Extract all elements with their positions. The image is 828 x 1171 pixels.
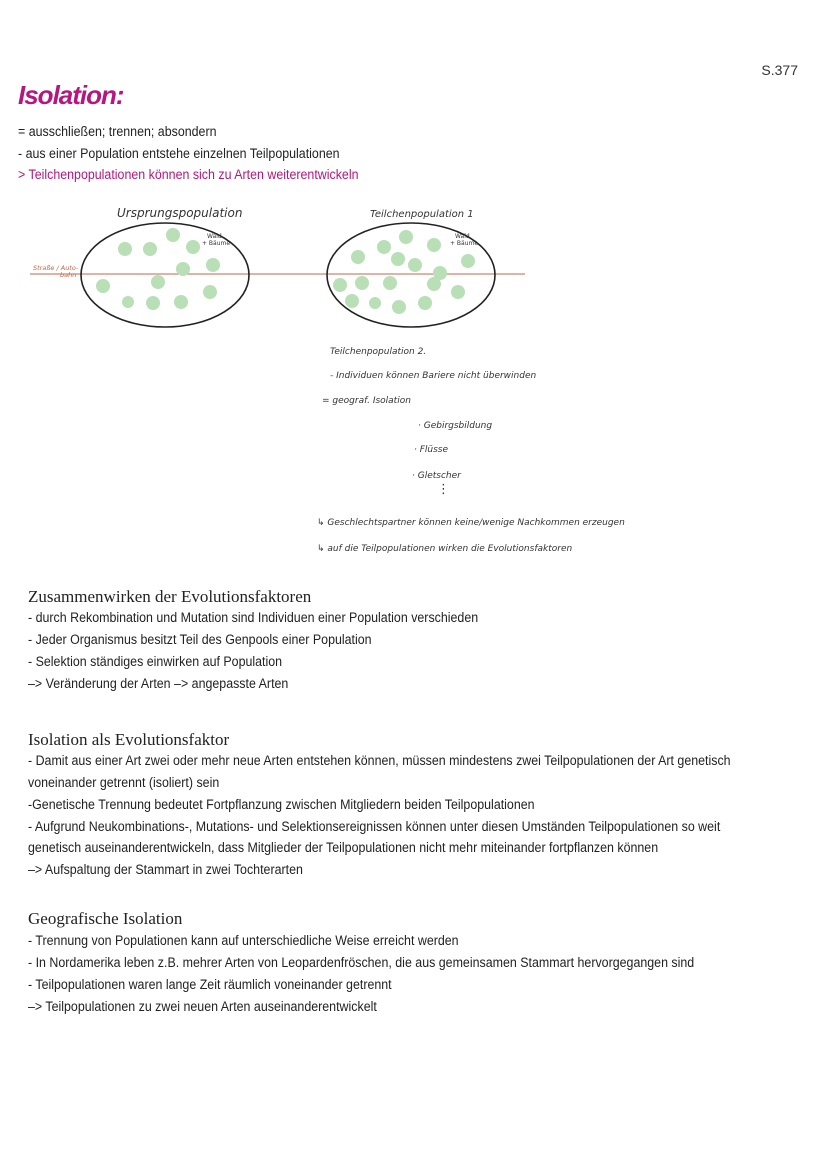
individual-dot [203, 285, 217, 299]
note-ellipsis: ⋮ [437, 482, 450, 497]
individual-dot [174, 295, 188, 309]
individual-dot [206, 258, 220, 272]
intro-line: - aus einer Population entstehe einzelnen Teilpopulationen [18, 146, 340, 161]
note-barrier: - Individuen können Bariere nicht überwinden [330, 371, 537, 381]
individual-dot [418, 296, 432, 310]
page-title: Isolation: [18, 80, 124, 110]
individual-dot [118, 242, 132, 256]
intro-line: = ausschließen; trennen; absondern [18, 124, 217, 139]
subpopulation-label: Teilchenpopulation 1 [370, 209, 474, 220]
individual-dot [392, 300, 406, 314]
page-number: S.377 [761, 62, 798, 78]
individual-dot [186, 240, 200, 254]
individual-dot [351, 250, 365, 264]
individual-dot [143, 242, 157, 256]
population-diagram [0, 195, 600, 335]
section-title: Zusammenwirken der Evolutionsfaktoren [28, 587, 312, 606]
individual-dot [408, 258, 422, 272]
section-line: - In Nordamerika leben z.B. mehrer Arten von Leopardenfröschen, die aus gemeinsamen Stammart hervorgegangen sind [28, 955, 695, 970]
section-line: genetisch auseinanderentwickeln, dass Mitglieder der Teilpopulationen nicht mehr miteinander fortpflanzen können [28, 840, 659, 855]
origin-population-label: Ursprungspopulation [117, 206, 243, 220]
note-arrow-partners: ↳ Geschlechtspartner können keine/wenige Nachkommen erzeugen [317, 518, 625, 528]
origin-population-ellipse [81, 223, 249, 327]
note-item: · Flüsse [414, 445, 449, 455]
individual-dot [427, 238, 441, 252]
section-line: - durch Rekombination und Mutation sind Individuen einer Population verschieden [28, 610, 479, 625]
section-line: - Jeder Organismus besitzt Teil des Genpools einer Population [28, 632, 372, 647]
section-line: voneinander getrennt (isoliert) sein [28, 775, 220, 790]
trees-label: Wald [455, 233, 470, 240]
section-line: - Teilpopulationen waren lange Zeit räumlich voneinander getrennt [28, 977, 392, 992]
individual-dot [122, 296, 134, 308]
individual-dot [461, 254, 475, 268]
section-title: Geografische Isolation [28, 909, 183, 928]
individual-dot [166, 228, 180, 242]
individual-dot [176, 262, 190, 276]
note-subpopulation-2: Teilchenpopulation 2. [330, 347, 427, 357]
trees-label: Wald [207, 233, 222, 240]
individual-dot [355, 276, 369, 290]
section-line: - Selektion ständiges einwirken auf Population [28, 654, 283, 669]
section-line: - Aufgrund Neukombinations-, Mutations- und Selektionsereignissen können unter diesen Umständen Teilpopulationen so weit [28, 819, 721, 834]
note-item: · Gletscher [412, 471, 461, 481]
intro-highlight: > Teilchenpopulationen können sich zu Arten weiterentwickeln [18, 167, 359, 182]
individual-dot [369, 297, 381, 309]
note-item: · Gebirgsbildung [418, 421, 493, 431]
individual-dot [451, 285, 465, 299]
individual-dot [377, 240, 391, 254]
trees-label: + Bäume [450, 240, 479, 247]
section-line: -Genetische Trennung bedeutet Fortpflanzung zwischen Mitgliedern beiden Teilpopulationen [28, 797, 535, 812]
note-geographic-isolation: = geograf. Isolation [322, 396, 411, 406]
section-line: –> Teilpopulationen zu zwei neuen Arten auseinanderentwickelt [28, 999, 377, 1014]
section-line: - Damit aus einer Art zwei oder mehr neue Arten entstehen können, müssen mindestens zwei Teilpopulationen der Art genetisch [28, 753, 731, 768]
individual-dot [427, 277, 441, 291]
individual-dot [345, 294, 359, 308]
individual-dot [333, 278, 347, 292]
section-line: - Trennung von Populationen kann auf unterschiedliche Weise erreicht werden [28, 933, 459, 948]
individual-dot [96, 279, 110, 293]
individual-dot [383, 276, 397, 290]
road-label: Straße / Auto- [33, 264, 79, 272]
individual-dot [151, 275, 165, 289]
section-title: Isolation als Evolutionsfaktor [28, 730, 230, 749]
road-label: bahn [60, 271, 77, 279]
note-arrow-factors: ↳ auf die Teilpopulationen wirken die Evolutionsfaktoren [317, 544, 573, 554]
individual-dot [146, 296, 160, 310]
section-line: –> Aufspaltung der Stammart in zwei Tochterarten [28, 862, 303, 877]
individual-dot [399, 230, 413, 244]
individual-dot [391, 252, 405, 266]
section-line: –> Veränderung der Arten –> angepasste Arten [28, 676, 289, 691]
trees-label: + Bäume [202, 240, 231, 247]
